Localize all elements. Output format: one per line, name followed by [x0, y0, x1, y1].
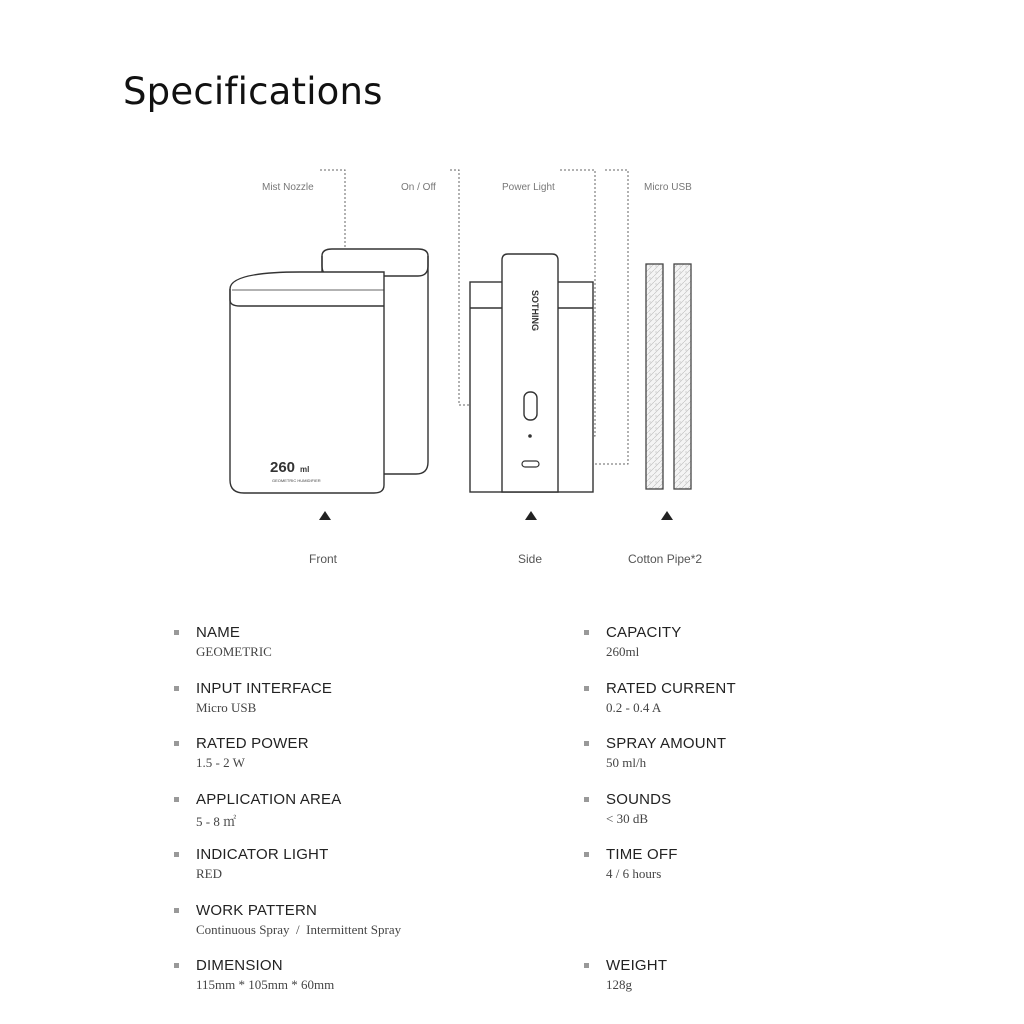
caption-front: Front [309, 552, 338, 566]
spec-label: DIMENSION [196, 957, 283, 974]
callout-power-light: Power Light [502, 182, 555, 193]
bullet-icon [584, 686, 589, 691]
bullet-icon [174, 797, 179, 802]
model-print: GEOMETRIC HUMIDIFIER [272, 478, 321, 483]
spec-value: 128g [606, 977, 632, 992]
capacity-print-unit: ml [300, 465, 310, 474]
bullet-icon [174, 852, 179, 857]
cotton-pipe-2 [674, 264, 691, 489]
bullet-icon [584, 852, 589, 857]
spec-label: NAME [196, 624, 241, 641]
bullet-icon [174, 686, 179, 691]
bullet-icon [584, 963, 589, 968]
bullet-icon [584, 797, 589, 802]
cotton-pipes [646, 264, 691, 489]
bullet-icon [174, 963, 179, 968]
callout-micro-usb: Micro USB [644, 182, 692, 193]
spec-label: APPLICATION AREA [196, 791, 342, 808]
spec-label: INPUT INTERFACE [196, 680, 333, 697]
spec-value: < 30 dB [606, 811, 649, 826]
brand-print: SOTHING [530, 290, 540, 332]
bullet-icon [174, 630, 179, 635]
caption-side: Side [518, 552, 543, 566]
capacity-print-number: 260 [270, 459, 296, 476]
spec-value: 50 ml/h [606, 755, 647, 770]
side-pointer-icon [525, 511, 537, 520]
spec-label: SPRAY AMOUNT [606, 735, 727, 752]
spec-label: RATED POWER [196, 735, 309, 752]
spec-label: INDICATOR LIGHT [196, 846, 329, 863]
front-pointer-icon [319, 511, 331, 520]
bullet-icon [174, 908, 179, 913]
spec-value: 5 - 8 ㎡ [196, 814, 237, 829]
bullet-icon [584, 741, 589, 746]
spec-label: TIME OFF [606, 846, 678, 863]
cotton-pointer-icon [661, 511, 673, 520]
view-pointers [319, 511, 673, 520]
spec-value: 1.5 - 2 W [196, 755, 245, 770]
front-view [230, 249, 428, 493]
spec-value: Micro USB [196, 700, 257, 715]
spec-label: SOUNDS [606, 791, 672, 808]
spec-label: RATED CURRENT [606, 680, 736, 697]
bullet-icon [584, 630, 589, 635]
caption-cotton-pipe: Cotton Pipe*2 [628, 552, 703, 566]
bullet-icon [174, 741, 179, 746]
spec-value: 0.2 - 0.4 A [606, 700, 662, 715]
callout-on-off: On / Off [401, 182, 436, 193]
cotton-pipe-1 [646, 264, 663, 489]
spec-value: 260ml [606, 644, 640, 659]
page-title: Specifications [123, 70, 383, 113]
spec-value: 4 / 6 hours [606, 866, 662, 881]
spec-label: WORK PATTERN [196, 902, 318, 919]
spec-value: GEOMETRIC [196, 644, 272, 659]
spec-value: Continuous Spray / Intermittent Spray [196, 922, 402, 937]
spec-value: RED [196, 866, 222, 881]
spec-label: CAPACITY [606, 624, 682, 641]
spec-label: WEIGHT [606, 957, 668, 974]
spec-value: 115mm * 105mm * 60mm [196, 977, 335, 992]
callout-mist-nozzle: Mist Nozzle [262, 182, 314, 193]
